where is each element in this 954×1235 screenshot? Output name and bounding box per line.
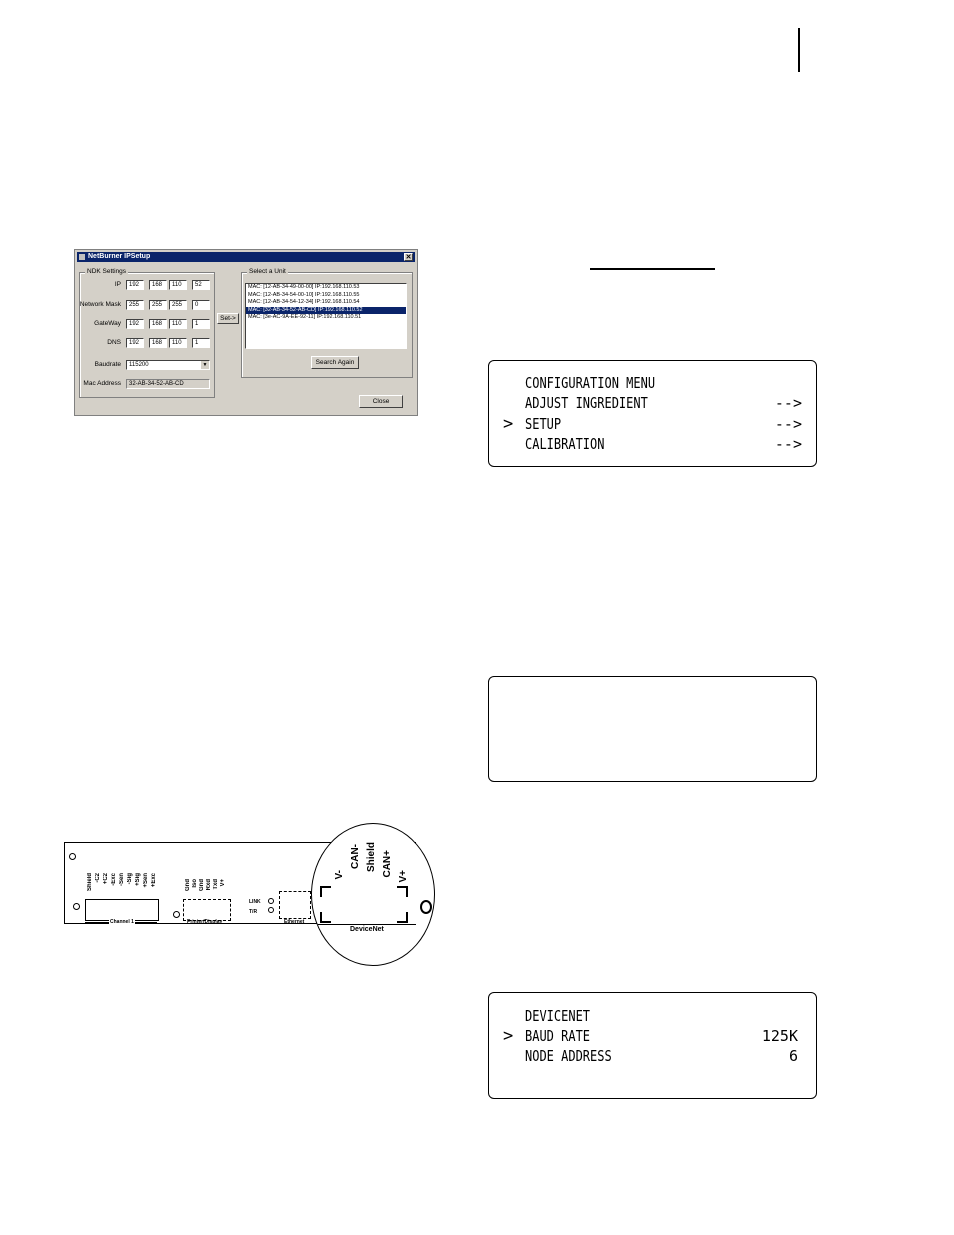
channel-terminal-label: Shield xyxy=(87,873,93,892)
octet-input[interactable]: 0 xyxy=(192,300,210,310)
lcd-arrow: --> xyxy=(774,394,802,412)
octet-input[interactable]: 1 xyxy=(192,319,210,329)
lcd-cursor: > xyxy=(503,414,514,434)
octet-input[interactable]: 192 xyxy=(126,338,144,348)
field-label: DNS xyxy=(107,339,121,346)
lcd-value: 125K xyxy=(761,1027,798,1045)
lcd-devicenet-menu xyxy=(488,992,817,1099)
dialog-title: NetBurner IPSetup xyxy=(88,253,151,260)
lcd-line: BAUD RATE xyxy=(525,1027,591,1045)
app-icon xyxy=(79,254,85,260)
octet-input[interactable]: 255 xyxy=(169,300,187,310)
screw-icon xyxy=(69,853,76,860)
printer-terminal-label: Gnd xyxy=(185,879,191,891)
octet-input[interactable]: 255 xyxy=(149,300,167,310)
octet-input[interactable]: 110 xyxy=(169,319,187,329)
channel-terminal-label: -Sig xyxy=(127,873,133,885)
close-icon[interactable]: ✕ xyxy=(405,254,412,261)
devicenet-magnifier xyxy=(311,823,435,966)
octet-input[interactable]: 192 xyxy=(126,319,144,329)
printer-label: Printer/Display xyxy=(187,919,223,925)
unit-list-item[interactable]: MAC: [12-AB-34-54-00-10] IP:192.168.110.55 xyxy=(248,291,360,298)
unit-list-item[interactable]: MAC: [32-AB-34-52-AB-CD] IP:192.168.110.52 xyxy=(246,307,406,315)
lcd-blank xyxy=(488,676,817,782)
bracket-icon xyxy=(320,912,331,923)
octet-input[interactable]: 168 xyxy=(149,319,167,329)
channel-terminal-label: +Sig xyxy=(135,873,141,886)
unit-list-item[interactable]: MAC: [12-AB-34-54-12-34] IP:192.168.110.54 xyxy=(248,299,360,305)
lcd-line: NODE ADDRESS xyxy=(525,1047,612,1065)
printer-connector xyxy=(183,899,231,921)
bracket-icon xyxy=(397,886,408,897)
mac-address-field xyxy=(126,379,210,389)
baudrate-value: 115200 xyxy=(129,362,149,368)
heading-underline xyxy=(590,268,715,270)
lcd-line: CALIBRATION xyxy=(525,435,605,453)
ethernet-port xyxy=(279,891,311,919)
printer-terminal-label: Iso xyxy=(192,879,198,888)
page-header-rule xyxy=(798,28,800,72)
printer-terminal-label: V+ xyxy=(220,879,226,887)
link-label: LINK xyxy=(249,899,261,905)
channel-terminal-label: -Sen xyxy=(119,873,125,887)
baudrate-label: Baudrate xyxy=(94,361,121,368)
field-label: Network Mask xyxy=(79,301,121,308)
octet-input[interactable]: 168 xyxy=(149,338,167,348)
devicenet-terminal-label: CAN+ xyxy=(382,850,393,878)
devicenet-terminal-label: V- xyxy=(334,870,345,880)
tr-led-icon xyxy=(268,907,274,913)
devicenet-rule xyxy=(318,924,416,925)
ipsetup-dialog xyxy=(74,249,418,416)
octet-input[interactable]: 110 xyxy=(169,338,187,348)
lcd-configuration-menu xyxy=(488,360,817,467)
channel-terminal-label: -Exc xyxy=(111,873,117,886)
field-label: IP xyxy=(114,281,121,288)
octet-input[interactable]: 52 xyxy=(192,280,210,290)
octet-input[interactable]: 168 xyxy=(149,280,167,290)
printer-terminal-label: Rxd xyxy=(206,879,212,891)
link-led-icon xyxy=(268,898,274,904)
mac-address-value: 32-AB-34-52-AB-CD xyxy=(129,381,184,387)
lcd-line: DEVICENET xyxy=(525,1007,591,1025)
screw-icon xyxy=(73,903,80,910)
channel-terminal-label: -C2 xyxy=(95,873,101,883)
lcd-value: 6 xyxy=(788,1047,798,1065)
dialog-titlebar xyxy=(77,252,415,262)
unit-list[interactable] xyxy=(245,283,407,349)
tr-label: T/R xyxy=(249,909,258,915)
lcd-arrow: --> xyxy=(774,415,802,433)
octet-input[interactable]: 192 xyxy=(126,280,144,290)
channel-terminal-label: +C2 xyxy=(103,873,109,885)
lcd-line: SETUP xyxy=(525,415,562,433)
channel-label: Channel 1 xyxy=(110,919,134,925)
mac-address-label: Mac Address xyxy=(83,380,121,387)
devicenet-terminal-label: CAN- xyxy=(350,844,361,869)
port-hole-icon xyxy=(420,900,432,914)
bracket-icon xyxy=(397,912,408,923)
channel-connector xyxy=(85,899,159,921)
devicenet-terminal-label: Shield xyxy=(366,842,377,873)
octet-input[interactable]: 1 xyxy=(192,338,210,348)
devicenet-label: DeviceNet xyxy=(350,926,384,933)
bracket-icon xyxy=(320,886,331,897)
channel-terminal-label: +Exc xyxy=(151,873,157,888)
set-button[interactable]: Set-> xyxy=(217,313,239,324)
devicenet-terminal-label: V+ xyxy=(398,870,409,883)
lcd-arrow: --> xyxy=(774,435,802,453)
octet-input[interactable]: 110 xyxy=(169,280,187,290)
lcd-line: CONFIGURATION MENU xyxy=(525,374,656,392)
search-again-button[interactable]: Search Again xyxy=(311,356,359,369)
chevron-down-icon[interactable]: ▼ xyxy=(202,362,208,368)
close-button[interactable]: Close xyxy=(359,395,403,408)
unit-list-item[interactable]: MAC: [3e-AC-9A-EE-92-11] IP:192.168.110.51 xyxy=(248,314,362,320)
printer-terminal-label: Gnd xyxy=(199,879,205,891)
baudrate-select[interactable] xyxy=(126,360,210,370)
lcd-line: ADJUST INGREDIENT xyxy=(525,394,648,412)
channel-terminal-label: +Sen xyxy=(143,873,149,888)
select-unit-label: Select a Unit xyxy=(249,268,286,275)
octet-input[interactable]: 255 xyxy=(126,300,144,310)
screw-icon xyxy=(173,911,180,918)
field-label: GateWay xyxy=(94,320,121,327)
printer-terminal-label: Txd xyxy=(213,879,219,890)
unit-list-item[interactable]: MAC: [12-AB-34-49-00-00] IP:192.168.110.53 xyxy=(248,284,360,290)
ethernet-label: Ethernet xyxy=(284,919,305,925)
ndk-settings-label: NDK Settings xyxy=(87,268,127,275)
lcd-cursor: > xyxy=(503,1026,514,1046)
